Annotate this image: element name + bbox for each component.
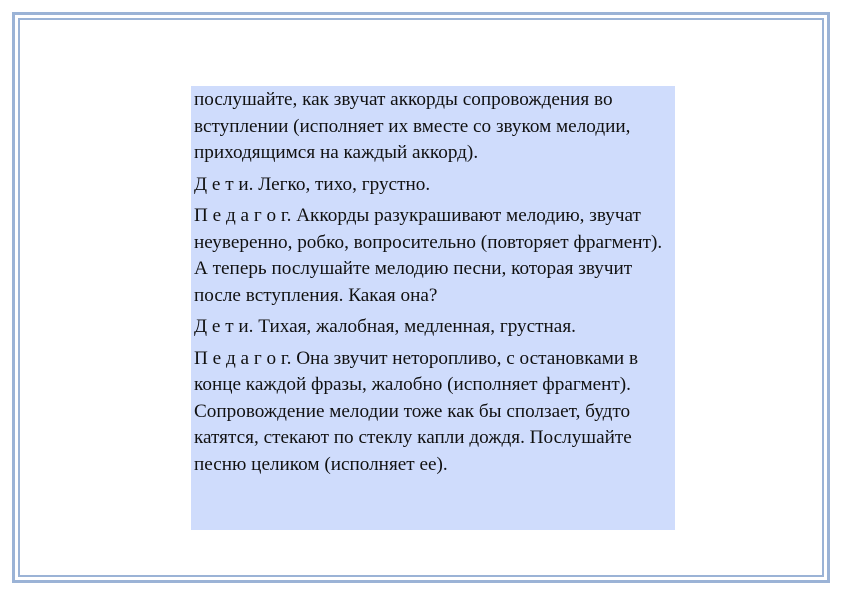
paragraph-teacher-2: П е д а г о г. Она звучит неторопливо, с остановками в конце каждой фразы, жалобно (исполняет фрагмент). Сопровождение мелодии тоже как бы сползает, будто катятся, стекают по стеклу капли дождя. Послушайте песню целиком (исполняет ее).: [194, 347, 639, 475]
text-block: [191, 86, 675, 530]
paragraph-children-answer-1: Д е т и. Легко, тихо, грустно.: [194, 173, 431, 195]
paragraph-intro: послушайте, как звучат аккорды сопровождения во вступлении (исполняет их вместе со звуком мелодии, приходящимся на каждый аккорд).: [194, 89, 631, 163]
paragraph-teacher-1: П е д а г о г. Аккорды разукрашивают мелодию, звучат неуверенно, робко, вопросительно (повторяет фрагмент). А теперь послушайте мелодию песни, которая звучит после вступления. Какая она?: [194, 205, 663, 306]
paragraph-children-answer-2: Д е т и. Тихая, жалобная, медленная, грустная.: [194, 316, 576, 337]
